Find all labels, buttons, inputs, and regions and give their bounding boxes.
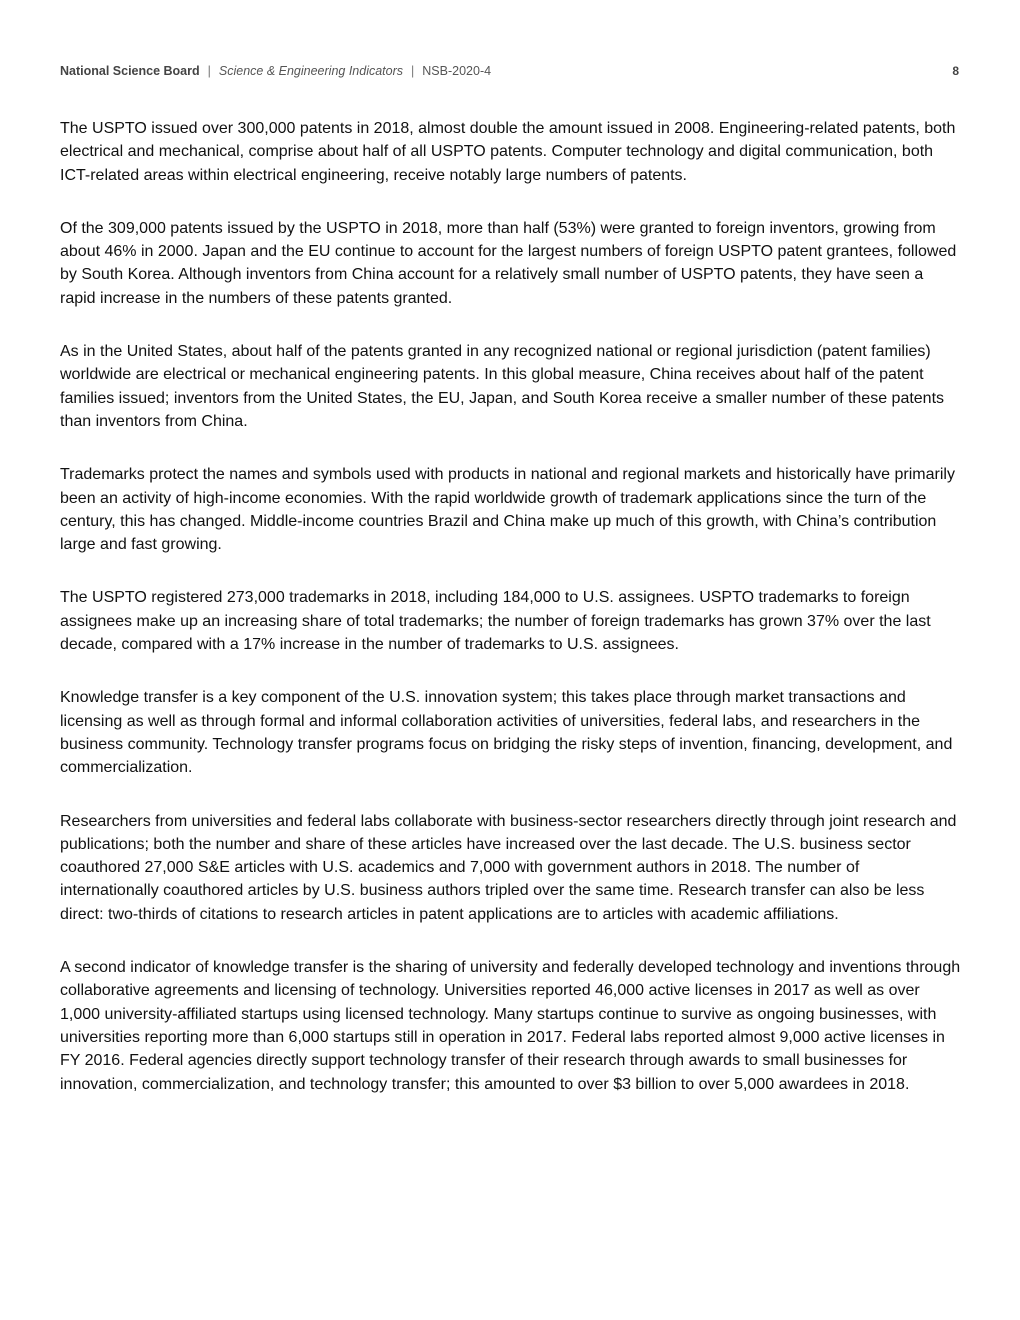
running-header [60, 64, 959, 84]
header-separator: | [411, 64, 415, 78]
publication-title: Science & Engineering Indicators [218, 64, 404, 78]
paragraph-foreign-inventors: Of the 309,000 patents issued by the USPTO in 2018, more than half (53%) were granted to foreign inventors, growing from about 46% in 2000. Japan and the EU continue to account for the largest numbers of foreign USPTO patent grantees, followed by South Korea. Although inventors from China account for a relatively small number of USPTO patents, they have seen a rapid increase in the numbers of these patents granted. [60, 219, 957, 307]
paragraph-uspto-patents: The USPTO issued over 300,000 patents in 2018, almost double the amount issued in 2008. Engineering-related patents, both electrical and mechanical, comprise about half of all USPTO patents. Computer technology and digital communication, both ICT-related areas within electrical engineering, receive notably large numbers of patents. [60, 120, 956, 184]
paragraph-trademarks: Trademarks protect the names and symbols used with products in national and regional markets and historically have primarily been an activity of high-income economies. With the rapid worldwide growth of trademark applications since the turn of the century, this has changed. Middle-income countries Brazil and China make up much of this growth, with China’s contribution large and fast growing. [60, 466, 955, 554]
paragraph-uspto-trademarks: The USPTO registered 273,000 trademarks in 2018, including 184,000 to U.S. assignees. USPTO trademarks to foreign assignees make up an increasing share of total trademarks; the number of foreign trademarks has grown 37% over the last decade, compared with a 17% increase in the number of trademarks to U.S. assignees. [60, 589, 931, 654]
body-text [60, 117, 962, 1126]
paragraph-research-collaboration: Researchers from universities and federal labs collaborate with business-sector researchers directly through joint research and publications; both the number and share of these articles have increased over the last decade. The U.S. business sector coauthored 27,000 S&E articles with U.S. academics and 7,000 with government authors in 2018. The number of internationally coauthored articles by U.S. business authors tripled over the same time. Research transfer can also be less direct: two-thirds of citations to research articles in patent applications are to articles with academic affiliations. [60, 812, 957, 923]
header-separator: | [207, 64, 211, 78]
paragraph-patent-families: As in the United States, about half of the patents granted in any recognized national or regional jurisdiction (patent families) worldwide are electrical or mechanical engineering patents. In this global measure, China receives about half of the patent families issued; inventors from the United States, the EU, Japan, and South Korea receive a smaller number of these patents than inventors from China. [60, 343, 945, 430]
page-number: 8 [952, 64, 959, 78]
report-id: NSB-2020-4 [422, 64, 492, 78]
paragraph-knowledge-transfer: Knowledge transfer is a key component of the U.S. innovation system; this takes place through market transactions and licensing as well as through formal and informal collaboration activities of universities, federal labs, and researchers in the business community. Technology transfer programs focus on bridging the risky steps of invention, financing, development, and commercialization. [60, 689, 953, 777]
paragraph-technology-licensing: A second indicator of knowledge transfer is the sharing of university and federally developed technology and inventions through collaborative agreements and licensing of technology. Universities reported 46,000 active licenses in 2017 as well as over 1,000 university-affiliated startups using licensed technology. Many startups continue to survive as ongoing businesses, with universities reporting more than 6,000 startups still in operation in 2017. Federal labs reported almost 9,000 active licenses in FY 2016. Federal agencies directly support technology transfer of their research through awards to small businesses for innovation, commercialization, and technology transfer; this amounted to over $3 billion to over 5,000 awardees in 2018. [60, 959, 961, 1093]
organization-name: National Science Board [60, 64, 200, 78]
